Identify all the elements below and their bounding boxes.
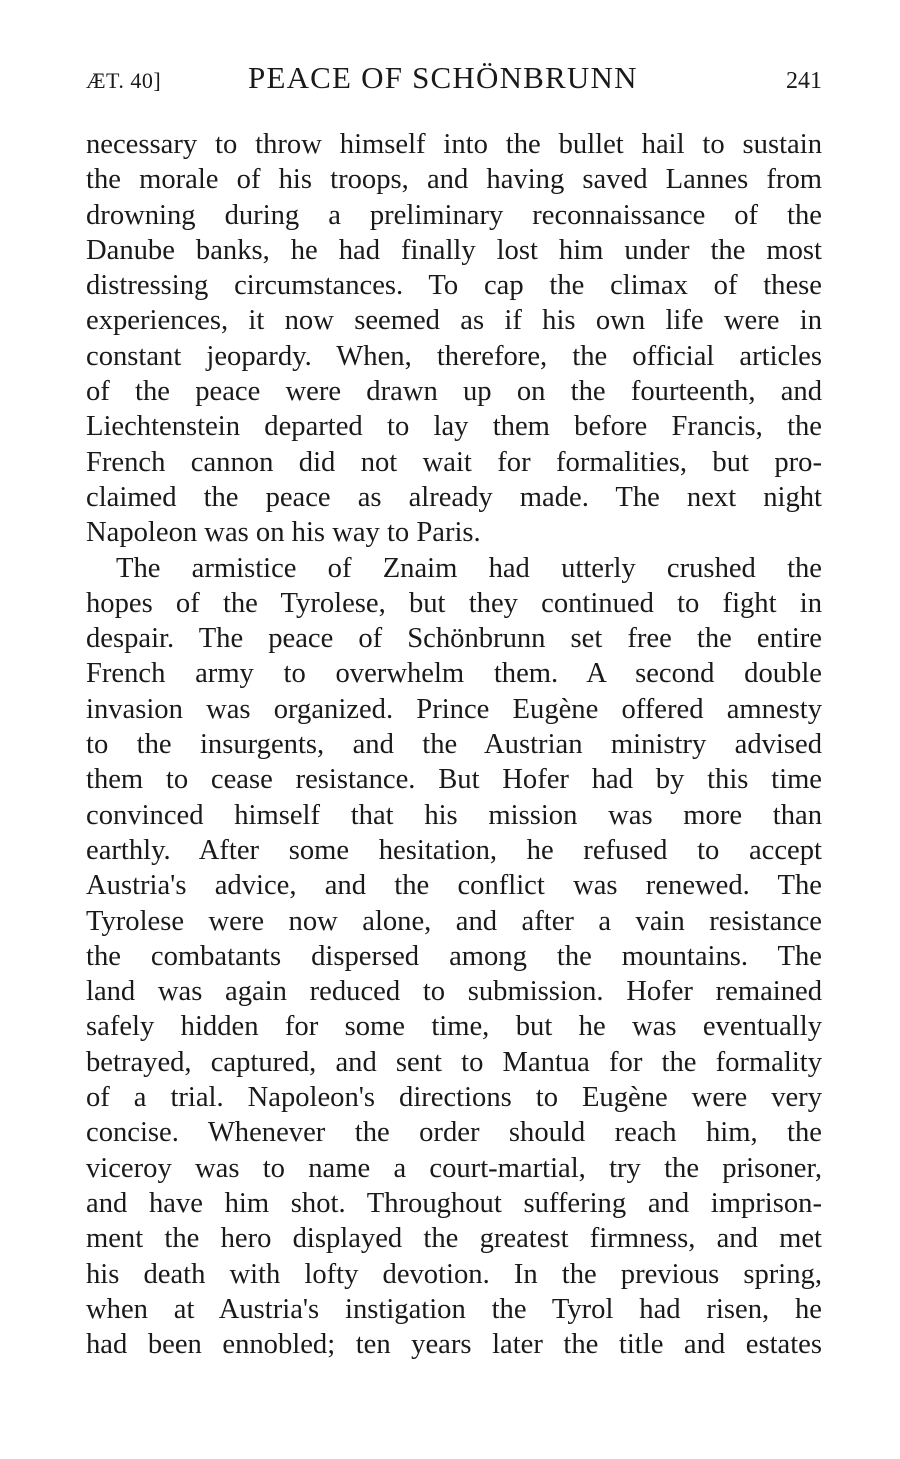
- text-line: Liechtenstein departed to lay them before Francis, the: [86, 411, 822, 443]
- text-line: convinced himself that his mission was more than: [86, 799, 822, 831]
- text-line: of a trial. Napoleon's directions to Eugène were very: [86, 1082, 822, 1114]
- text-line: necessary to throw himself into the bullet hail to sustain: [86, 129, 822, 160]
- text-line: Austria's advice, and the conflict was renewed. The: [86, 870, 822, 902]
- running-head-age: ÆT. 40]: [86, 68, 162, 93]
- text-line: Tyrolese were now alone, and after a vain resistance: [86, 905, 822, 937]
- running-head-title: PEACE OF SCHÖNBRUNN: [248, 60, 638, 95]
- text-line: hopes of the Tyrolese, but they continued to fight in: [86, 587, 822, 619]
- text-line: concise. Whenever the order should reach him, the: [86, 1117, 822, 1149]
- paragraph-end-line: Napoleon was on his way to Paris.: [86, 517, 481, 549]
- text-line: French cannon did not wait for formalities, but pro-: [86, 446, 822, 478]
- page-number: 241: [786, 68, 822, 94]
- text-line: his death with lofty devotion. In the previous spring,: [86, 1258, 822, 1290]
- text-line: despair. The peace of Schönbrunn set free the entire: [86, 623, 822, 655]
- text-line: safely hidden for some time, but he was eventually: [86, 1011, 822, 1043]
- text-line: the combatants dispersed among the mountains. The: [86, 940, 822, 972]
- running-head: [86, 60, 822, 100]
- text-line: the morale of his troops, and having saved Lannes from: [86, 164, 822, 196]
- text-line: when at Austria's instigation the Tyrol had risen, he: [86, 1293, 822, 1325]
- text-line: to the insurgents, and the Austrian ministry advised: [86, 729, 822, 761]
- text-line: French army to overwhelm them. A second double: [86, 658, 822, 690]
- text-line: viceroy was to name a court-martial, try the prisoner,: [86, 1152, 822, 1184]
- text-line: experiences, it now seemed as if his own life were in: [86, 305, 822, 337]
- text-line: land was again reduced to submission. Hofer remained: [86, 976, 822, 1008]
- body-text: [86, 127, 822, 1362]
- text-line: drowning during a preliminary reconnaissance of the: [86, 199, 822, 231]
- text-line: them to cease resistance. But Hofer had by this time: [86, 764, 822, 796]
- text-line: distressing circumstances. To cap the climax of these: [86, 270, 822, 302]
- text-line: constant jeopardy. When, therefore, the official articles: [86, 340, 822, 372]
- text-line: ment the hero displayed the greatest firmness, and met: [86, 1223, 822, 1255]
- paragraph-start-line: The armistice of Znaim had utterly crushed the: [116, 552, 822, 584]
- text-line: earthly. After some hesitation, he refused to accept: [86, 834, 822, 866]
- text-line: of the peace were drawn up on the fourteenth, and: [86, 376, 822, 408]
- text-line: invasion was organized. Prince Eugène offered amnesty: [86, 693, 822, 725]
- text-line: claimed the peace as already made. The next night: [86, 481, 822, 513]
- text-line: betrayed, captured, and sent to Mantua for the formality: [86, 1046, 822, 1078]
- text-line: and have him shot. Throughout suffering and imprison-: [86, 1187, 822, 1219]
- text-line: Danube banks, he had finally lost him under the most: [86, 234, 822, 266]
- text-line: had been ennobled; ten years later the title and estates: [86, 1329, 822, 1361]
